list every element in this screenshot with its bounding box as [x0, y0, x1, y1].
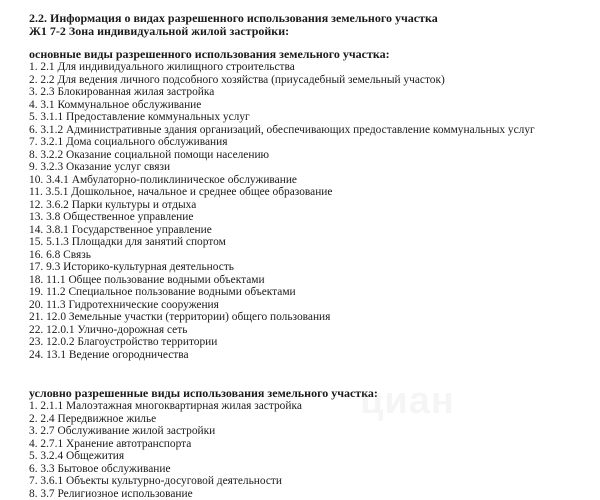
watermark-logo: циан	[360, 380, 455, 423]
list-item: 6. 3.1.2 Административные здания организаций, обеспечивающих предоставление коммунальных услуг	[29, 124, 589, 137]
list-item: 12. 3.6.2 Парки культуры и отдыха	[29, 199, 589, 212]
list-item: 24. 13.1 Ведение огородничества	[29, 349, 589, 362]
section-main-title: основные виды разрешенного использования земельного участка:	[29, 48, 589, 61]
list-item: 8. 3.2.2 Оказание социальной помощи населению	[29, 149, 589, 162]
list-item: 14. 3.8.1 Государственное управление	[29, 224, 589, 237]
list-item: 13. 3.8 Общественное управление	[29, 211, 589, 224]
list-item: 1. 2.1 Для индивидуального жилищного строительства	[29, 61, 589, 74]
list-item: 3. 2.7 Обслуживание жилой застройки	[29, 425, 589, 438]
list-item: 9. 3.2.3 Оказание услуг связи	[29, 161, 589, 174]
list-item: 17. 9.3 Историко-культурная деятельность	[29, 261, 589, 274]
heading-line-2: Ж1 7-2 Зона индивидуальной жилой застройки:	[29, 25, 589, 38]
list-item: 7. 3.6.1 Объекты культурно-досуговой деятельности	[29, 475, 589, 488]
list-item: 7. 3.2.1 Дома социального обслуживания	[29, 136, 589, 149]
main-uses-list	[29, 61, 589, 361]
list-item: 22. 12.0.1 Улично-дорожная сеть	[29, 324, 589, 337]
list-item: 23. 12.0.2 Благоустройство территории	[29, 336, 589, 349]
list-item: 5. 3.1.1 Предоставление коммунальных услуг	[29, 111, 589, 124]
list-item: 18. 11.1 Общее пользование водными объектами	[29, 274, 589, 287]
list-item: 10. 3.4.1 Амбулаторно-поликлиническое обслуживание	[29, 174, 589, 187]
list-item: 2. 2.2 Для ведения личного подсобного хозяйства (приусадебный земельный участок)	[29, 74, 589, 87]
section-conditional-title: условно разрешенные виды использования земельного участка:	[29, 387, 589, 400]
heading-line-1: 2.2. Информация о видах разрешенного использования земельного участка	[29, 12, 589, 25]
list-item: 11. 3.5.1 Дошкольное, начальное и среднее общее образование	[29, 186, 589, 199]
list-item: 20. 11.3 Гидротехнические сооружения	[29, 299, 589, 312]
list-item: 3. 2.3 Блокированная жилая застройка	[29, 86, 589, 99]
list-item: 15. 5.1.3 Площадки для занятий спортом	[29, 236, 589, 249]
conditional-uses-list	[29, 400, 589, 500]
list-item: 2. 2.4 Передвижное жилье	[29, 413, 589, 426]
list-item: 21. 12.0 Земельные участки (территории) общего пользования	[29, 311, 589, 324]
document-body	[29, 12, 589, 500]
list-item: 5. 3.2.4 Общежития	[29, 450, 589, 463]
list-item: 19. 11.2 Специальное пользование водными объектами	[29, 286, 589, 299]
list-item: 6. 3.3 Бытовое обслуживание	[29, 463, 589, 476]
list-item: 1. 2.1.1 Малоэтажная многоквартирная жилая застройка	[29, 400, 589, 413]
list-item: 8. 3.7 Религиозное использование	[29, 488, 589, 500]
list-item: 16. 6.8 Связь	[29, 249, 589, 262]
list-item: 4. 3.1 Коммунальное обслуживание	[29, 99, 589, 112]
list-item: 4. 2.7.1 Хранение автотранспорта	[29, 438, 589, 451]
